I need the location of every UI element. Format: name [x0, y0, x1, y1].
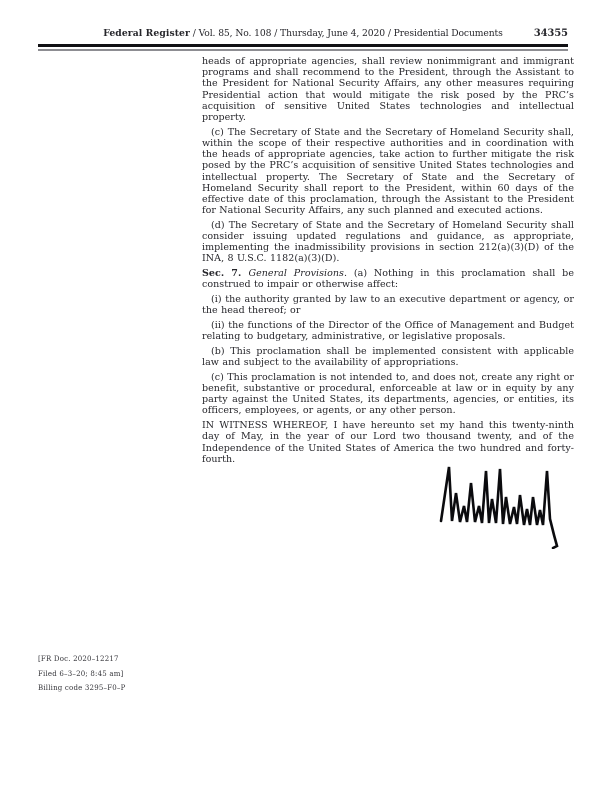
paragraph-c2: (c) This proclamation is not intended to, and does not, create any right or benefit, substantive or procedural, enforceable at law or in equity by any party against the United States, its departments, agencies, or entities, its officers, employees, or agents, or any other person. [202, 371, 574, 417]
paragraph-b: (b) This proclamation shall be implemented consistent with applicable law and subject to the availability of appropriations. [202, 345, 574, 369]
paragraph-witness: IN WITNESS WHEREOF, I have hereunto set my hand this twenty-ninth day of May, in the year of our Lord two thousand twenty, and of the Independence of the United States of America the two hundred and forty-fourth. [202, 420, 574, 465]
issue-info: / Vol. 85, No. 108 / Thursday, June 4, 2020 / Presidential Documents [189, 28, 503, 39]
presidential-signature-image [436, 461, 566, 549]
sec7-text: (a) Nothing in this proclamation shall be construed to impair or otherwise affect: [202, 268, 574, 291]
document-body [202, 56, 574, 468]
header-rule-thick [38, 44, 568, 47]
journal-title: Federal Register [103, 28, 190, 39]
billing-code: Billing code 3295–F0–P [38, 684, 126, 692]
sec7-title: General Provisions. [248, 268, 354, 280]
fr-doc-number: [FR Doc. 2020–12217 [38, 655, 119, 663]
sec7-label: Sec. 7. [202, 268, 249, 280]
paragraph-c: (c) The Secretary of State and the Secretary of Homeland Security shall, within the scope of their respective authorities and in coordination with the heads of appropriate agencies, take action to further mitigate the risk posed by the PRC’s acquisition of sensitive United States technologies and intellectual property. The Secretary of State and the Secretary of Homeland Security shall report to the President, within 60 days of the effective date of this proclamation, through the Assistant to the President for National Security Affairs, any such planned and executed actions. [202, 126, 574, 217]
paragraph-continuation: heads of appropriate agencies, shall review nonimmigrant and immigrant programs and shall recommend to the President, through the Assistant to the President for National Security Affairs, any other measures requiring Presidential action that would mitigate the risk posed by the PRC’s acquisition of sensitive United States technologies and intellectual property. [202, 56, 574, 124]
header-rule-thin [38, 49, 568, 51]
paragraph-d: (d) The Secretary of State and the Secretary of Homeland Security shall consider issuing updated regulations and guidance, as appropriate, implementing the inadmissibility provisions in section 212(a)(3)(D) of the INA, 8 U.S.C. 1182(a)(3)(D). [202, 219, 574, 265]
paragraph-sec7 [202, 268, 574, 290]
filed-stamp: Filed 6–3–20; 8:45 am] [38, 669, 124, 678]
page-footer [38, 652, 126, 696]
paragraph-i: (i) the authority granted by law to an executive department or agency, or the head thereof; or [202, 294, 574, 317]
running-head [38, 28, 568, 40]
page-number: 34355 [533, 28, 568, 39]
page-header [38, 28, 568, 51]
paragraph-ii: (ii) the functions of the Director of the Office of Management and Budget relating to budgetary, administrative, or legislative proposals. [202, 319, 574, 343]
signature-icon [436, 461, 566, 549]
